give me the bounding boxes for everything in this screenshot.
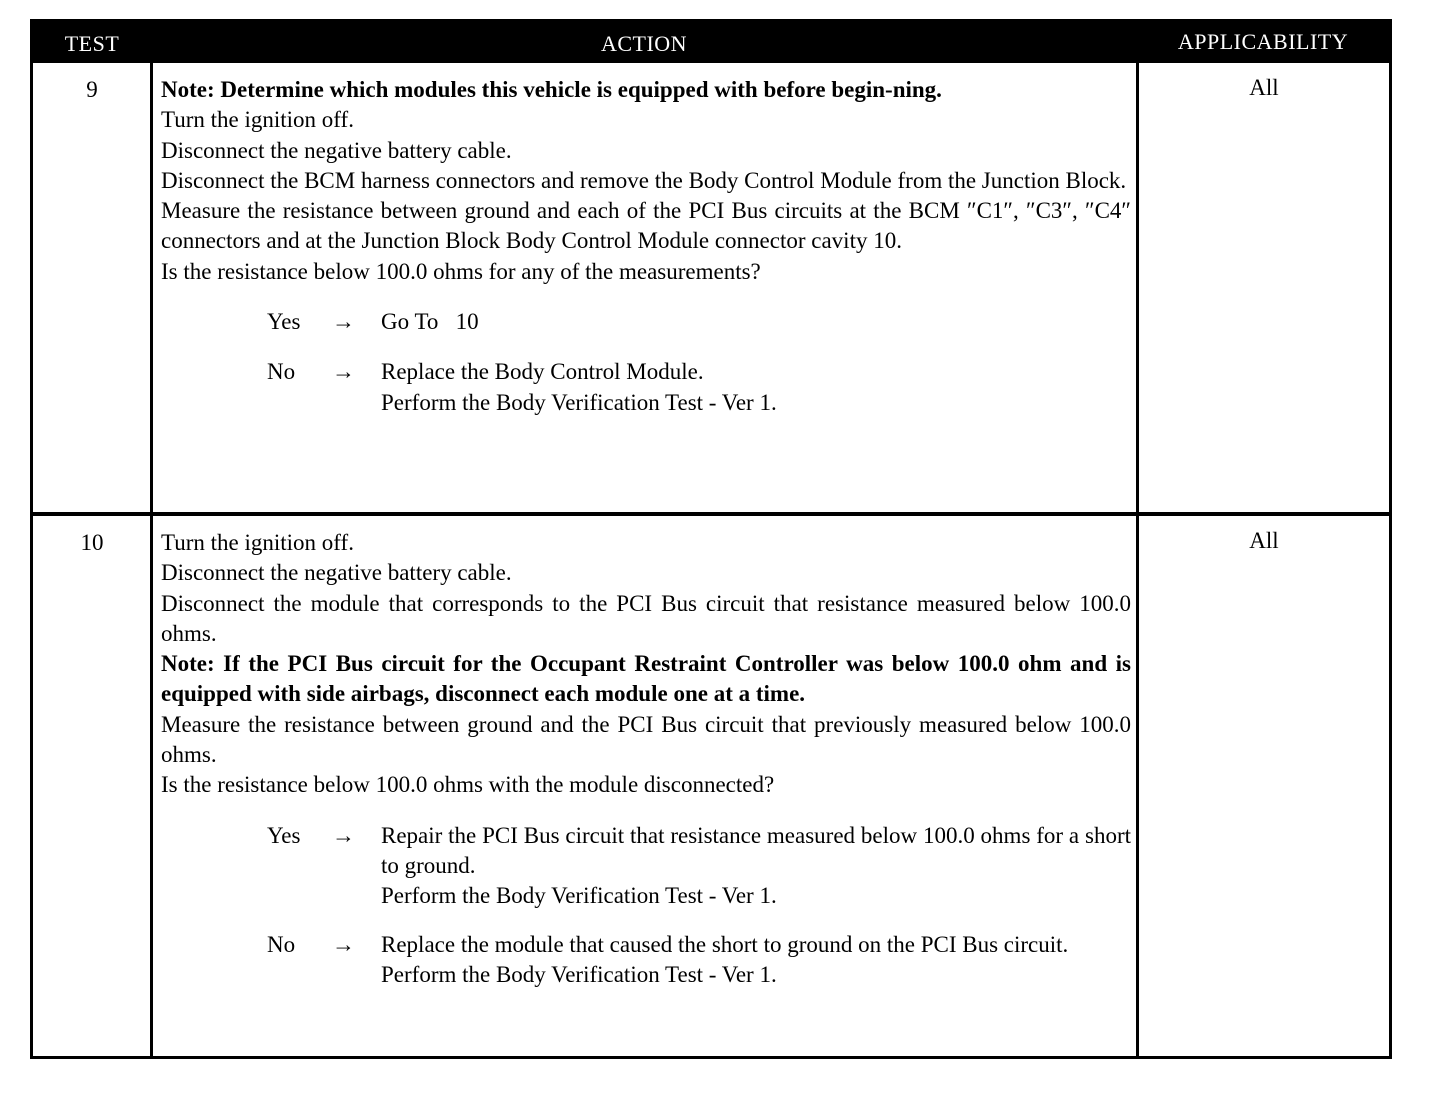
no-branch (161, 357, 1131, 418)
arrow-icon: → (332, 822, 355, 848)
yes-branch (161, 307, 1131, 337)
header-applicability: APPLICABILITY (1177, 29, 1349, 54)
test-number: 9 (86, 77, 98, 102)
arrow-icon: → (332, 309, 355, 335)
diagnostic-table (30, 19, 1392, 1059)
applicability-value: All (1249, 528, 1279, 553)
action-cell (161, 75, 1131, 418)
header-test: TEST (64, 31, 120, 56)
question-text: Is the resistance below 100.0 ohms with the module disconnected? (161, 772, 775, 798)
result-line: Perform the Body Verification Test - Ver 1. (381, 389, 777, 415)
note-text: Note: If the PCI Bus circuit for the Occupant Restraint Controller was below 100.0 ohm and is equipped with side airbags, disconnect each module one at a time. (161, 651, 1131, 707)
table-row (33, 63, 1389, 512)
test-number: 10 (80, 530, 104, 555)
result-line: Perform the Body Verification Test - Ver 1. (381, 883, 777, 909)
step-text: Disconnect the negative battery cable. (161, 560, 512, 586)
arrow-icon: → (332, 931, 355, 957)
yes-label: Yes (267, 309, 301, 335)
step-text: Measure the resistance between ground and each of the PCI Bus circuits at the BCM ″C1″, ″C3″, ″C4″ connectors and at the Junction Block Body Control Module connector cavity 10. (161, 198, 1131, 254)
arrow-icon: → (332, 359, 355, 385)
result-line: Repair the PCI Bus circuit that resistance measured below 100.0 ohms for a short to ground. (381, 822, 1131, 878)
no-result (381, 357, 1131, 418)
result-line: Replace the Body Control Module. (381, 359, 704, 385)
step-text: Disconnect the module that corresponds to the PCI Bus circuit that resistance measured below 100.0 ohms. (161, 590, 1131, 646)
no-label: No (267, 359, 296, 385)
yes-result (381, 307, 1131, 337)
applicability-value: All (1249, 75, 1279, 100)
result-line: Replace the module that caused the short to ground on the PCI Bus circuit. (381, 931, 1069, 957)
step-text: Disconnect the BCM harness connectors and remove the Body Control Module from the Junction Block. (161, 167, 1127, 193)
step-text: Measure the resistance between ground and the PCI Bus circuit that previously measured below 100.0 ohms. (161, 711, 1131, 768)
step-text: Disconnect the negative battery cable. (161, 137, 512, 163)
no-result (381, 930, 1131, 991)
result-line: Go To 10 (381, 309, 479, 335)
note-text: Note: Determine which modules this vehicle is equipped with before begin-ning. (161, 77, 942, 102)
yes-branch (161, 821, 1131, 912)
question-text: Is the resistance below 100.0 ohms for any of the measurements? (161, 258, 761, 284)
result-line: Perform the Body Verification Test - Ver 1. (381, 961, 777, 987)
yes-result (381, 821, 1131, 912)
no-branch (161, 930, 1131, 991)
header-action: ACTION (600, 31, 688, 56)
step-text: Turn the ignition off. (161, 107, 354, 133)
no-label: No (267, 931, 296, 957)
yes-label: Yes (267, 822, 301, 848)
table-row (33, 516, 1389, 1056)
action-cell (161, 528, 1131, 990)
table-header (33, 22, 1389, 63)
step-text: Turn the ignition off. (161, 530, 354, 555)
